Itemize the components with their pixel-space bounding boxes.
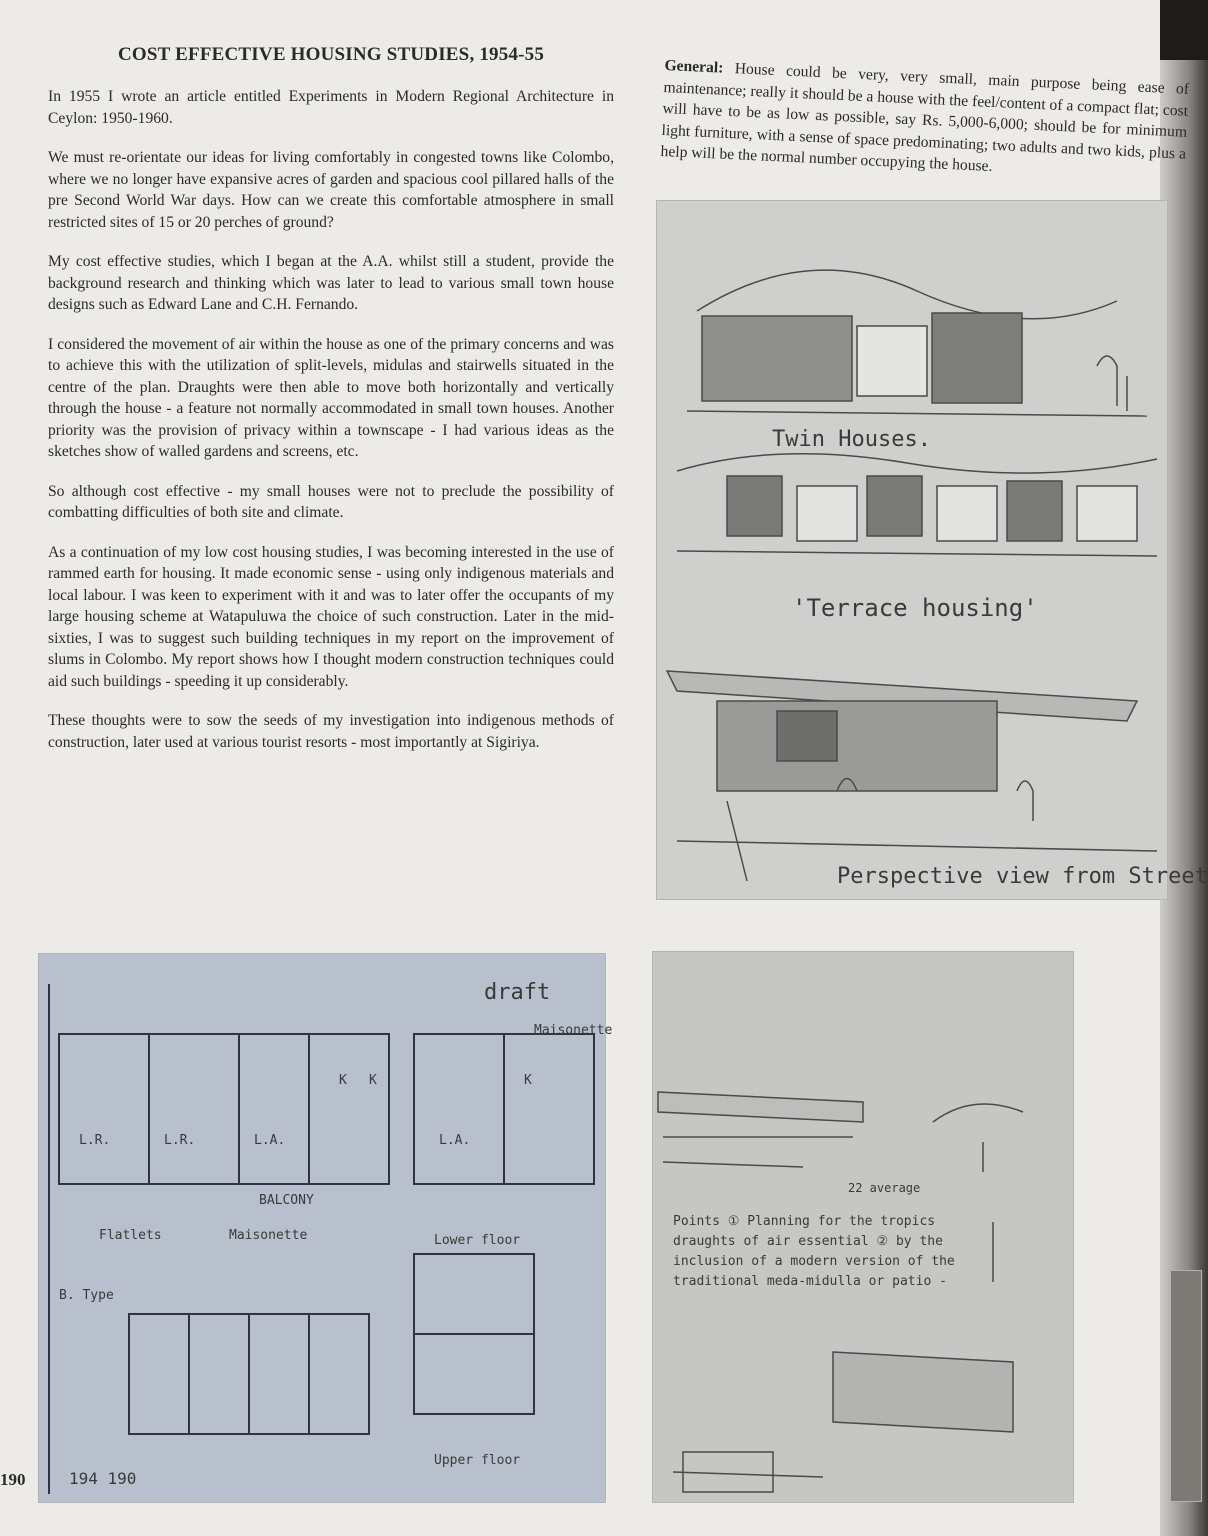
sketch-label-terrace: 'Terrace housing' [792, 594, 1038, 622]
paragraph: My cost effective studies, which I began at the A.A. whilst still a student, provide the background research and thinking which was later to lead to various small town house designs such as Edward Lane and C.H. Fernando. [48, 253, 614, 313]
plan-note-draft: draft [484, 980, 551, 1005]
paragraph: So although cost effective - my small houses were not to preclude the possibility of combatting difficulties of both site and climate. [48, 482, 614, 521]
plan-maisonette-2: Maisonette [229, 1228, 308, 1243]
plan-upper-floor: Upper floor [434, 1453, 521, 1468]
plan-room-label: L.R. [164, 1133, 196, 1148]
plan-flatlets: Flatlets [99, 1228, 162, 1243]
paragraph: These thoughts were to sow the seeds of my investigation into indigenous methods of construction, later used at various tourist resorts - most importantly at Sigiriya. [48, 712, 614, 751]
plans-drawing [39, 954, 613, 1502]
plan-room-label: L.A. [439, 1133, 471, 1148]
sketch-label-perspective: Perspective view from Street [837, 864, 1208, 889]
plan-maisonette: Maisonette [534, 1023, 613, 1038]
paragraph: As a continuation of my low cost housing studies, I was becoming interested in the use of rammed earth for housing. It made economic sense - using only indigenous materials and local labour. I was keen to experiment with it and was to later offer the occupants of my large housing scheme at Watapuluwa the choice of such construction. Later in the mid-sixties, I was to suggest such building techniques in my report on the improvement of slums in Colombo. My report shows how I thought modern construction techniques could aid such buildings - speeding it up considerably. [48, 543, 614, 690]
plan-page-ref: 194 190 [69, 1469, 137, 1488]
page-number: 190 [0, 1470, 26, 1489]
plan-room-label: K [339, 1073, 347, 1088]
sketch-houses [656, 200, 1208, 900]
section-notes: Points ① Planning for the tropics draughts of air essential ② by the inclusion of a modern version of the traditional meda-midulla or patio - [673, 1214, 955, 1289]
plan-b-type: B. Type [59, 1288, 114, 1303]
general-lead: General: [664, 56, 724, 77]
background-corner [1160, 0, 1208, 60]
plan-balcony: BALCONY [259, 1193, 314, 1208]
paragraph: We must re-orientate our ideas for living comfortably in congested towns like Colombo, where we no longer have expansive acres of garden and spacious cool pillared halls of the pre Second World War days. How can we create this comfortable atmosphere in small restricted sites of 15 or 20 perches of ground? [48, 149, 614, 231]
adjacent-page-photo [1170, 1270, 1202, 1502]
paragraph: I considered the movement of air within the house as one of the primary concerns and was to achieve this with the utilization of split-levels, midulas and stairwells situated in the centre of the plan. Draughts were then able to move both horizontally and vertically through the house - a feature not normally accommodated in small town houses. Another priority was the provision of privacy within a townscape - I had various ideas as the sketches show of walled gardens and screens, etc. [48, 335, 614, 460]
paragraph: In 1955 I wrote an article entitled Experiments in Modern Regional Architecture in Ceylon: 1950-1960. [48, 88, 614, 127]
plan-room-label: K [524, 1073, 532, 1088]
page-title: COST EFFECTIVE HOUSING STUDIES, 1954-55 [118, 44, 545, 65]
general-text: House could be very, very small, main purpose being ease of maintenance; really it should be a house with the feel/content of a compact flat; cost will have to be as low as possible, say Rs. 5,000-6,000; should be for minimum light furniture, with a sense of space predominating; two adults and two kids, plus a help will be the normal number occupying the house. [660, 59, 1190, 175]
section-average: 22 average [848, 1181, 921, 1195]
houses-drawing [657, 201, 1208, 899]
plan-room-label: K [369, 1073, 377, 1088]
body-text [48, 86, 614, 771]
section-drawing [653, 952, 1073, 1502]
plan-room-label: L.A. [254, 1133, 286, 1148]
plan-room-label: L.R. [79, 1133, 111, 1148]
sketch-plans [38, 953, 613, 1503]
section-notes-wrap [673, 1212, 983, 1362]
plan-lower-floor: Lower floor [434, 1233, 521, 1248]
sketch-section [652, 951, 1074, 1503]
sketch-label-twin: Twin Houses. [772, 427, 931, 452]
